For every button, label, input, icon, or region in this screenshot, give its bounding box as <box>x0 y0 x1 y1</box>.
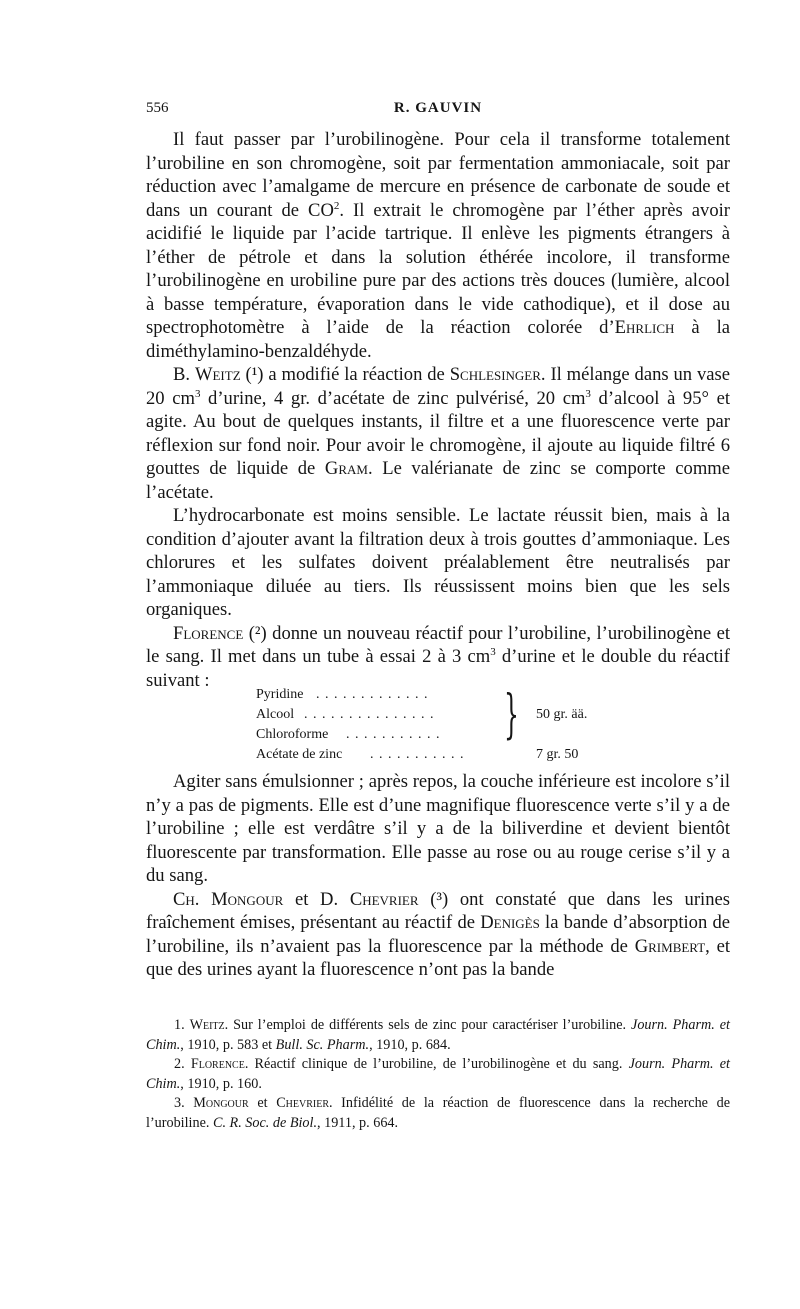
paragraph-4: Florence (²) donne un nouveau réactif pour l’urobiline, l’urobilinogène et le sang. Il met dans un tube à essai 2 à 3 $cm^3$ d’urine et le double du réactif suivant : <box>146 622 730 691</box>
footnotes <box>146 1016 730 1133</box>
page-number: 556 <box>146 100 169 116</box>
reagent-formula <box>256 685 616 765</box>
body-text-bottom <box>146 770 730 982</box>
paragraph-2: B. Weitz (¹) a modifié la réaction de Schlesinger. Il mélange dans un vase 20 $cm^3$ d’urine, 4 gr. d’acétate de zinc pulvérisé, 20 $cm^3$ d’alcool à 95° et agite. Au bout de quelques instants, il filtre et a une fluorescence verte par réflexion sur fond noir. Pour avoir le chromogène, il ajoute au liquide filtré 6 gouttes de liquide de Gram. Le valérianate de zinc se comporte comme l’acétate. <box>146 364 731 503</box>
paragraph-5: Agiter sans émulsionner ; après repos, la couche inférieure est incolore s’il n’y a pas de pigments. Elle est d’une magnifique fluorescence verte s’il y a de l’urobiline ; elle est verdâtre s’il y a de la biliverdine et devient bientôt fluorescente par transformation. Elle passe au rose ou au rouge cerise s’il y a du sang. <box>146 771 730 886</box>
footnote-1: 1. Weitz. Sur l’emploi de différents sels de zinc pour caractériser l’urobiline. Journ. Pharm. et Chim., 1910, p. 583 et Bull. Sc. Pharm., 1910, p. 684. <box>146 1017 730 1053</box>
curly-brace: } <box>504 685 519 745</box>
paragraph-6: Ch. Mongour et D. Chevrier (³) ont constaté que dans les urines fraîchement émises, présentant au réactif de Denigès la bande d’absorption de l’urobiline, ils n’avaient pas la fluorescence par la méthode de Grimbert, et que des urines ayant la fluorescence n’ont pas la bande <box>146 888 731 980</box>
formula-row: Acétate de zinc . . . . . . . . . . . 7 gr. 50 <box>256 747 579 762</box>
body-text-top <box>146 128 730 692</box>
running-head: R. GAUVIN <box>393 100 483 116</box>
page-header <box>146 100 730 124</box>
footnote-2: 2. Florence. Réactif clinique de l’urobiline, de l’urobilinogène et du sang. Journ. Pharm. et Chim., 1910, p. 160. <box>146 1056 731 1092</box>
formula-row: Chloroforme . . . . . . . . . . . <box>256 727 441 742</box>
paragraph-3: L’hydrocarbonate est moins sensible. Le lactate réussit bien, mais à la condition d’ajouter avant la filtration deux à trois gouttes d’ammoniaque. Les chlorures et les sulfates doivent préalablement être neutralisés par l’ammoniaque diluée au tiers. Ils réussissent moins bien que les sels organiques. <box>146 505 730 620</box>
paragraph-1: Il faut passer par l’urobilinogène. Pour cela il transforme totalement l’urobiline en son chromogène, soit par fermentation ammoniacale, soit par réduction avec l’amalgame de mercure en présence de carbonate de soude et dans un courant de $CO^2$. Il extrait le chromogène par l’éther après avoir acidifié le liquide par l’acide tartrique. Il enlève les pigments étrangers à l’éther de pétrole et dans la solution éthérée incolore, il transforme l’urobilinogène en urobiline pure par des actions très douces (lumière, alcool à basse température, évaporation dans le vide cathodique), et il dose au spectrophotomètre à l’aide de la réaction colorée d’Ehrlich à la diméthylamino-benzaldéhyde. <box>146 129 730 362</box>
footnote-3: 3. Mongour et Chevrier. Infidélité de la réaction de fluorescence dans la recherche de l’urobiline. C. R. Soc. de Biol., 1911, p. 664. <box>146 1095 730 1131</box>
formula-row: Alcool . . . . . . . . . . . . . . . 50 gr. ää. <box>256 707 588 722</box>
formula-row: Pyridine . . . . . . . . . . . . . <box>256 687 429 702</box>
